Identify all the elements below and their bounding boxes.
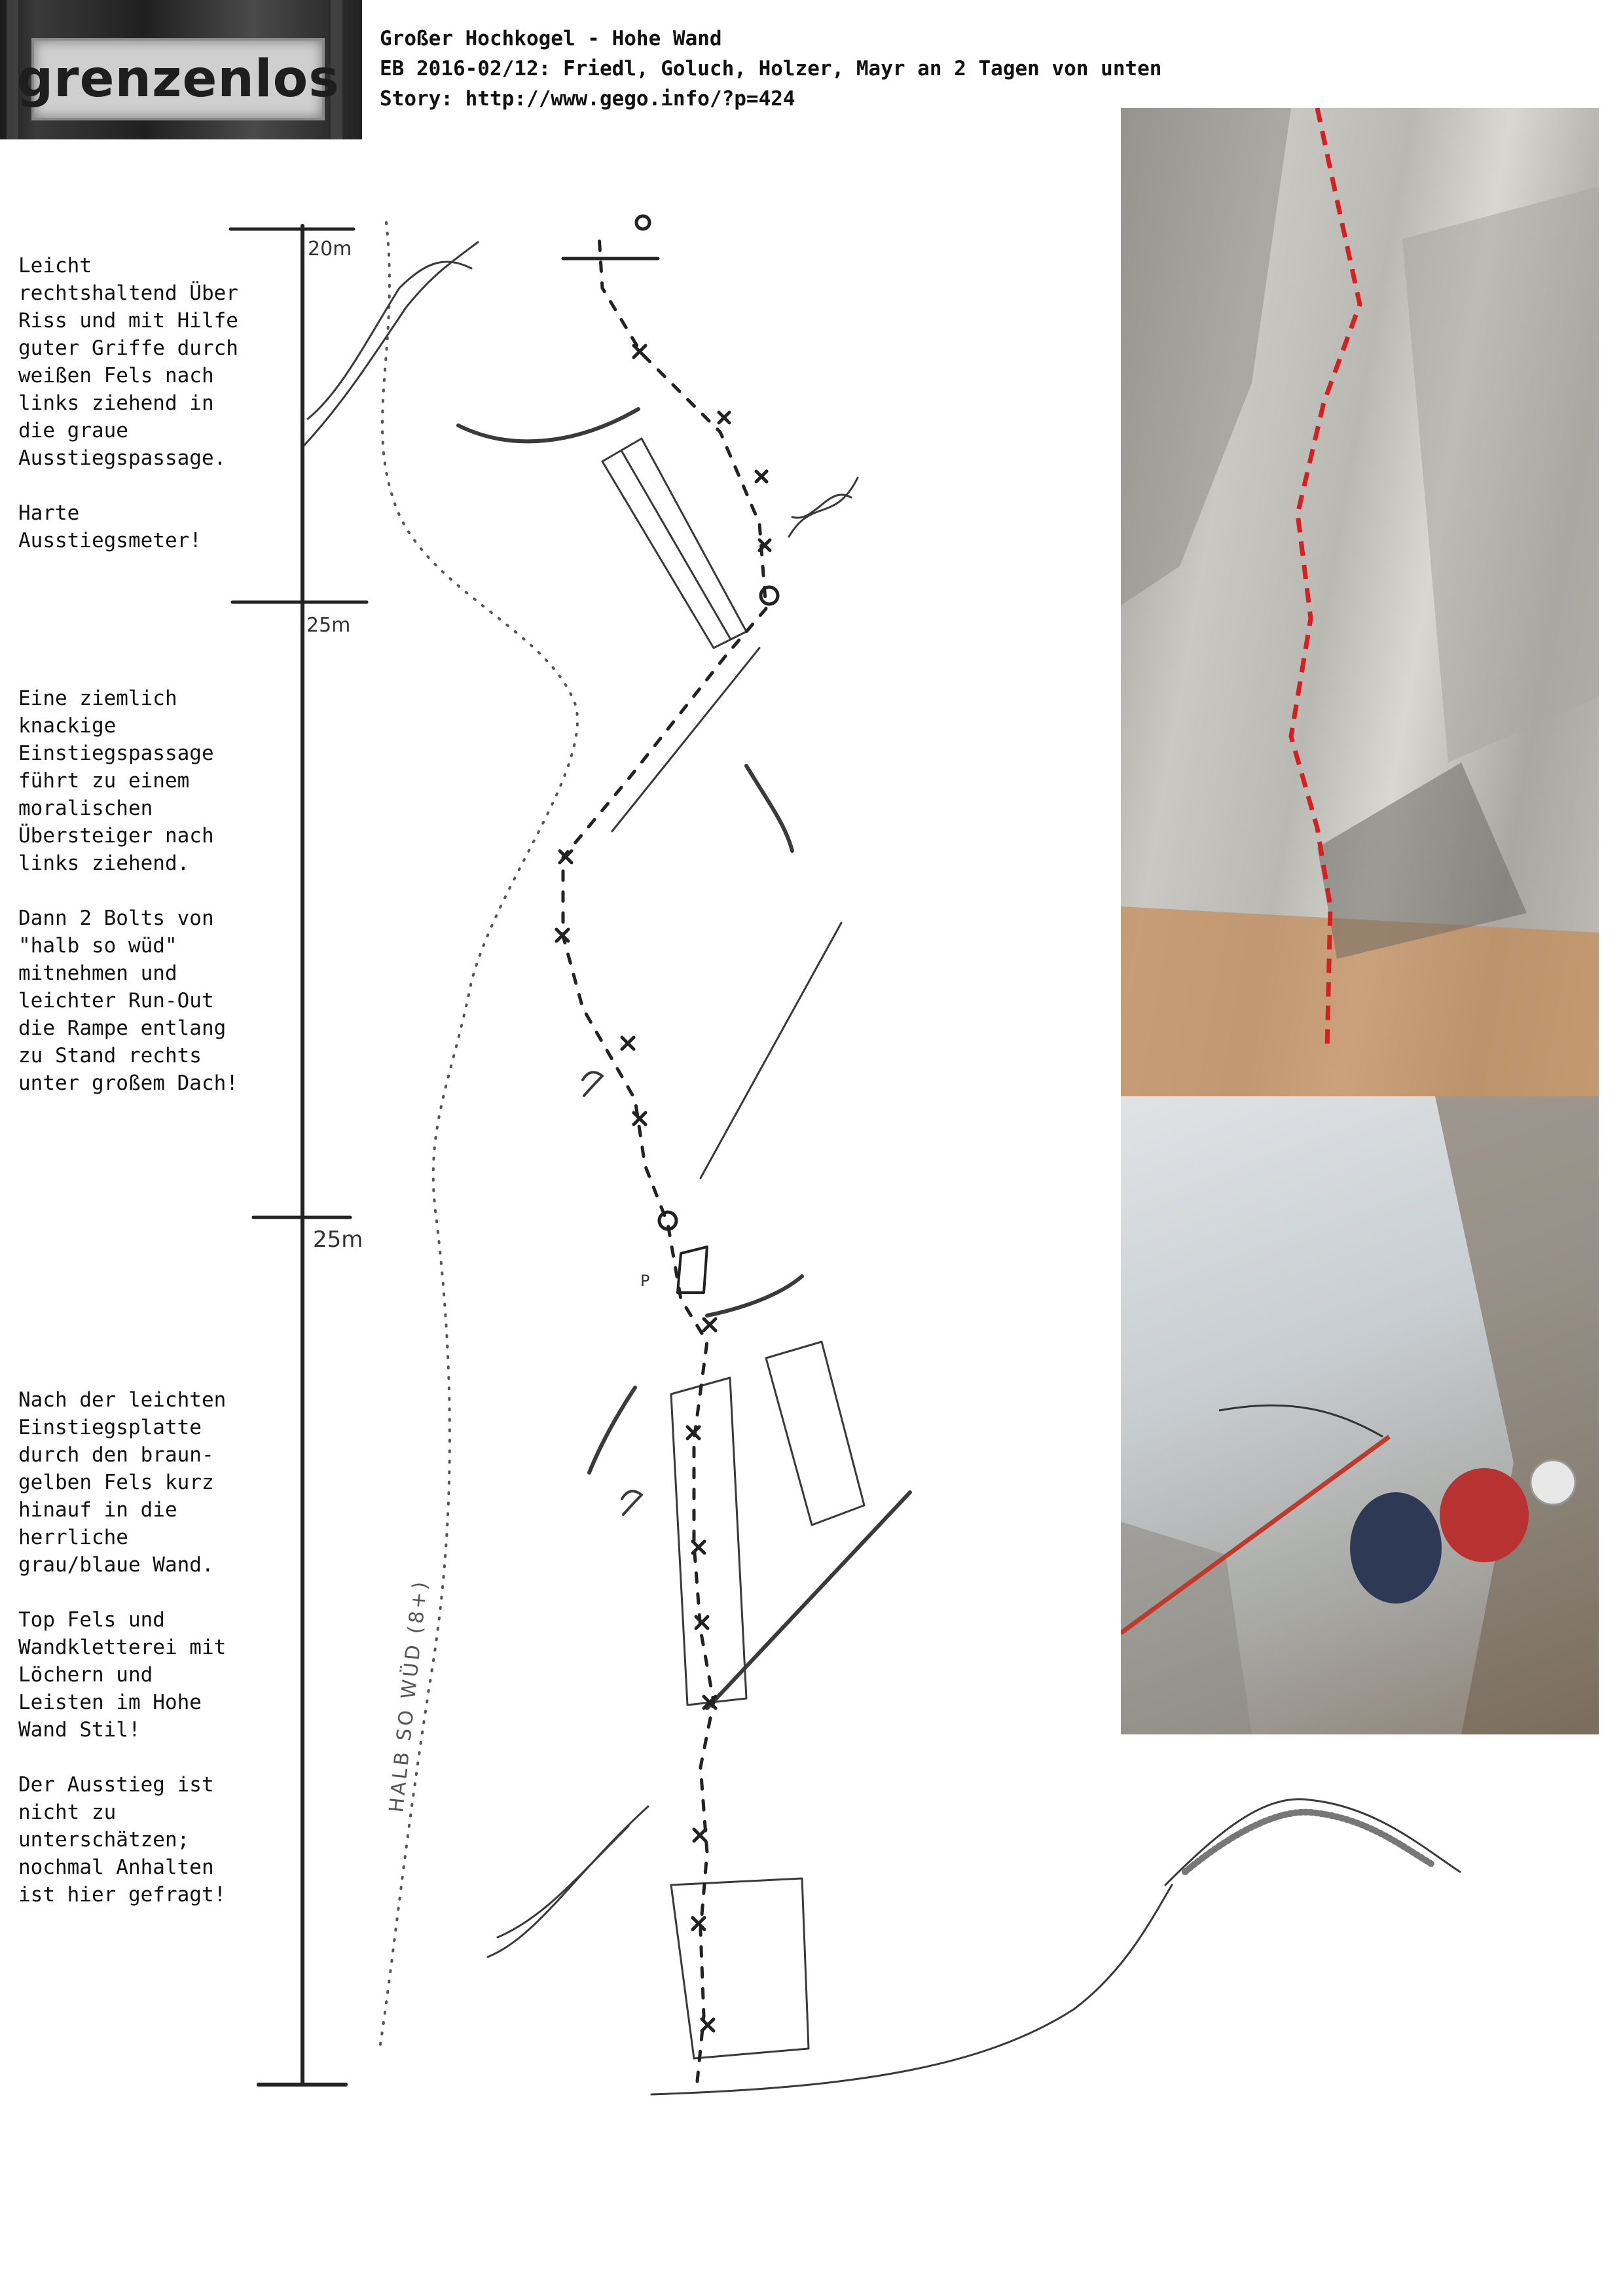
- slab-4: [671, 1878, 809, 2058]
- ramp-line-2: [701, 923, 841, 1178]
- roof-2: [746, 766, 792, 851]
- pitch-length-label-2: 25m: [306, 614, 351, 637]
- bolt: [622, 1037, 634, 1049]
- ground-line: [651, 1885, 1172, 2094]
- neighbor-route-label: HALB SO WÜD (8+): [385, 1578, 433, 1814]
- climber-photo: [1121, 1096, 1599, 1734]
- slab-2: [671, 1378, 746, 1705]
- peg-box: [678, 1247, 707, 1293]
- bolt: [704, 1319, 716, 1331]
- wall-photo-route: [1121, 108, 1599, 1096]
- bolt: [696, 1617, 708, 1628]
- bolt: [634, 1113, 646, 1124]
- pitch-1-description: Nach der leichten Einstiegsplatte durch den braun- gelben Fels kurz hinauf in die herrliche grau/blaue Wand. Top Fels und Wandkletterei mit Löchern und Leisten im Hohe Wand Stil! Der Ausstieg ist nicht zu unterschätzen; nochmal Anhalten ist hier gefragt!: [18, 1388, 227, 1907]
- route-title: Großer Hochkogel - Hohe Wand: [380, 27, 722, 50]
- pitch-length-label-1: 25m: [313, 1227, 363, 1253]
- climber-photo-drawing: [1121, 1096, 1599, 1734]
- roof-3: [707, 1276, 802, 1316]
- bolt-marks: [556, 346, 770, 2031]
- pitch-2-description: Eine ziemlich knackige Einstiegspassage führt zu einem moralischen Übersteiger nach links ziehend. Dann 2 Bolts von "halb so wüd" mitnehmen und leichter Run-Out die Rampe entlang zu Stand rechts unter großem Dach!: [18, 687, 238, 1095]
- bolt: [756, 471, 767, 482]
- peg-label: P: [640, 1272, 650, 1290]
- flake-1-inner: [622, 452, 730, 638]
- crack-top-left: [304, 242, 478, 445]
- crack-bottom-left: [488, 1806, 648, 1957]
- pitch-3-description: Leicht rechtshaltend Über Riss und mit Hilfe guter Griffe durch weißen Fels nach links ziehend in die graue Ausstiegspassage. Harte Ausstiegsmeter!: [18, 254, 238, 552]
- bolt: [702, 2019, 714, 2031]
- story-link[interactable]: Story: http://www.gego.info/?p=424: [380, 87, 795, 111]
- pitch-length-label-3: 20m: [308, 238, 352, 260]
- hold-symbol-1: [583, 1072, 602, 1096]
- crack-right-top: [789, 478, 858, 537]
- belay-icon-top: [636, 216, 649, 229]
- logo-text: grenzenlos: [16, 50, 340, 109]
- bolt: [634, 346, 646, 357]
- bolt: [693, 1541, 704, 1553]
- belay-icon-2: [761, 587, 778, 604]
- roof-1: [458, 409, 638, 441]
- crack-bottom-left-2: [498, 1826, 629, 1937]
- first-ascent-info: EB 2016-02/12: Friedl, Goluch, Holzer, Mayr an 2 Tagen von unten: [380, 57, 1162, 81]
- hold-symbol-2: [622, 1491, 642, 1515]
- roof-4: [589, 1388, 635, 1473]
- roof-big-hatch: [1185, 1812, 1434, 1872]
- bolt: [693, 1918, 704, 1929]
- wall-photo-drawing: [1121, 108, 1599, 1096]
- ramp-line-1: [612, 648, 759, 831]
- route-line: [563, 236, 766, 2081]
- slab-3: [766, 1342, 864, 1525]
- bolt: [694, 1829, 706, 1841]
- bolt: [719, 412, 729, 423]
- bolt: [687, 1427, 699, 1439]
